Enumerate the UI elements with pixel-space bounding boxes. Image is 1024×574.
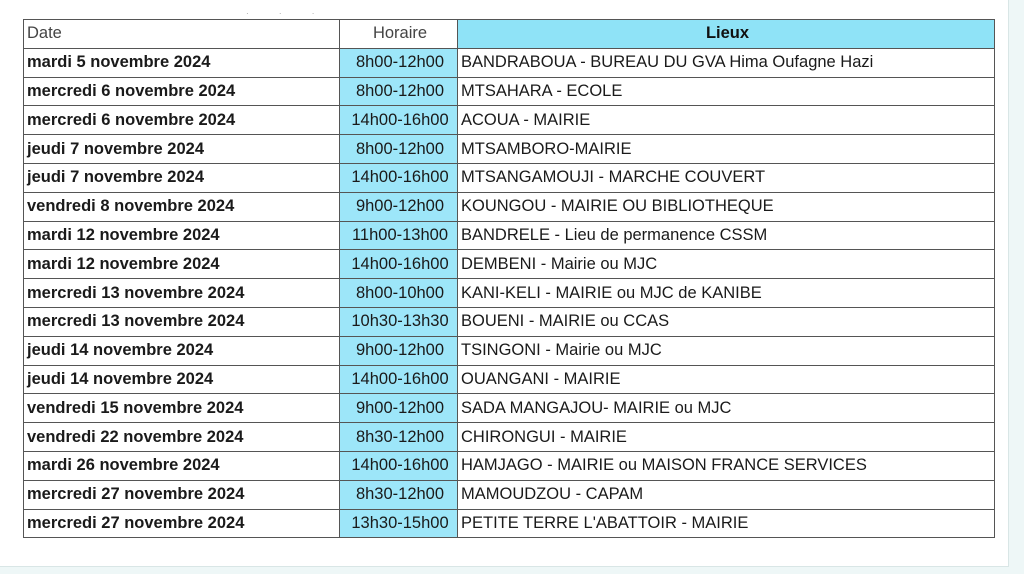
time-cell[interactable]: 11h00-13h00 <box>340 221 458 250</box>
table-row <box>24 394 995 423</box>
time-cell[interactable]: 9h00-12h00 <box>340 336 458 365</box>
time-cell[interactable]: 9h00-12h00 <box>340 192 458 221</box>
table-row <box>24 423 995 452</box>
date-cell[interactable]: mercredi 13 novembre 2024 <box>24 279 340 308</box>
schedule-table <box>23 19 995 538</box>
place-cell[interactable]: KOUNGOU - MAIRIE OU BIBLIOTHEQUE <box>458 192 995 221</box>
date-cell[interactable]: vendredi 8 novembre 2024 <box>24 192 340 221</box>
place-cell[interactable]: SADA MANGAJOU- MAIRIE ou MJC <box>458 394 995 423</box>
date-cell[interactable]: mardi 26 novembre 2024 <box>24 451 340 480</box>
place-cell[interactable]: HAMJAGO - MAIRIE ou MAISON FRANCE SERVICES <box>458 451 995 480</box>
date-cell[interactable]: jeudi 7 novembre 2024 <box>24 135 340 164</box>
date-cell[interactable]: jeudi 14 novembre 2024 <box>24 365 340 394</box>
date-cell[interactable]: mercredi 27 novembre 2024 <box>24 480 340 509</box>
table-row <box>24 250 995 279</box>
table-row <box>24 480 995 509</box>
place-cell[interactable]: OUANGANI - MAIRIE <box>458 365 995 394</box>
header-time[interactable]: Horaire <box>340 20 458 49</box>
table-row <box>24 279 995 308</box>
place-cell[interactable]: DEMBENI - Mairie ou MJC <box>458 250 995 279</box>
time-cell[interactable]: 14h00-16h00 <box>340 106 458 135</box>
table-row <box>24 106 995 135</box>
time-cell[interactable]: 14h00-16h00 <box>340 250 458 279</box>
table-row <box>24 163 995 192</box>
time-cell[interactable]: 8h30-12h00 <box>340 480 458 509</box>
place-cell[interactable]: TSINGONI - Mairie ou MJC <box>458 336 995 365</box>
table-row <box>24 307 995 336</box>
table-row <box>24 135 995 164</box>
place-cell[interactable]: BANDRABOUA - BUREAU DU GVA Hima Oufagne Hazi <box>458 48 995 77</box>
date-cell[interactable]: mardi 5 novembre 2024 <box>24 48 340 77</box>
date-cell[interactable]: jeudi 7 novembre 2024 <box>24 163 340 192</box>
date-cell[interactable]: vendredi 22 novembre 2024 <box>24 423 340 452</box>
place-cell[interactable]: PETITE TERRE L'ABATTOIR - MAIRIE <box>458 509 995 538</box>
time-cell[interactable]: 9h00-12h00 <box>340 394 458 423</box>
time-cell[interactable]: 14h00-16h00 <box>340 451 458 480</box>
place-cell[interactable]: BOUENI - MAIRIE ou CCAS <box>458 307 995 336</box>
place-cell[interactable]: ACOUA - MAIRIE <box>458 106 995 135</box>
place-cell[interactable]: KANI-KELI - MAIRIE ou MJC de KANIBE <box>458 279 995 308</box>
time-cell[interactable]: 13h30-15h00 <box>340 509 458 538</box>
date-cell[interactable]: jeudi 14 novembre 2024 <box>24 336 340 365</box>
time-cell[interactable]: 14h00-16h00 <box>340 365 458 394</box>
header-row <box>24 20 995 49</box>
header-place[interactable]: Lieux <box>458 20 995 49</box>
decorative-dots: · · · <box>246 9 329 18</box>
time-cell[interactable]: 10h30-13h30 <box>340 307 458 336</box>
time-cell[interactable]: 8h00-10h00 <box>340 279 458 308</box>
time-cell[interactable]: 8h30-12h00 <box>340 423 458 452</box>
time-cell[interactable]: 8h00-12h00 <box>340 48 458 77</box>
table-row <box>24 77 995 106</box>
date-cell[interactable]: mercredi 6 novembre 2024 <box>24 106 340 135</box>
time-cell[interactable]: 14h00-16h00 <box>340 163 458 192</box>
time-cell[interactable]: 8h00-12h00 <box>340 77 458 106</box>
place-cell[interactable]: MTSAHARA - ECOLE <box>458 77 995 106</box>
table-row <box>24 221 995 250</box>
date-cell[interactable]: mercredi 13 novembre 2024 <box>24 307 340 336</box>
date-cell[interactable]: vendredi 15 novembre 2024 <box>24 394 340 423</box>
place-cell[interactable]: BANDRELE - Lieu de permanence CSSM <box>458 221 995 250</box>
date-cell[interactable]: mercredi 27 novembre 2024 <box>24 509 340 538</box>
table-row <box>24 192 995 221</box>
table-row <box>24 336 995 365</box>
header-date[interactable]: Date <box>24 20 340 49</box>
table-row <box>24 48 995 77</box>
table-row <box>24 451 995 480</box>
place-cell[interactable]: MAMOUDZOU - CAPAM <box>458 480 995 509</box>
time-cell[interactable]: 8h00-12h00 <box>340 135 458 164</box>
place-cell[interactable]: MTSANGAMOUJI - MARCHE COUVERT <box>458 163 995 192</box>
date-cell[interactable]: mardi 12 novembre 2024 <box>24 250 340 279</box>
place-cell[interactable]: CHIRONGUI - MAIRIE <box>458 423 995 452</box>
table-row <box>24 509 995 538</box>
table-row <box>24 365 995 394</box>
place-cell[interactable]: MTSAMBORO-MAIRIE <box>458 135 995 164</box>
date-cell[interactable]: mercredi 6 novembre 2024 <box>24 77 340 106</box>
date-cell[interactable]: mardi 12 novembre 2024 <box>24 221 340 250</box>
